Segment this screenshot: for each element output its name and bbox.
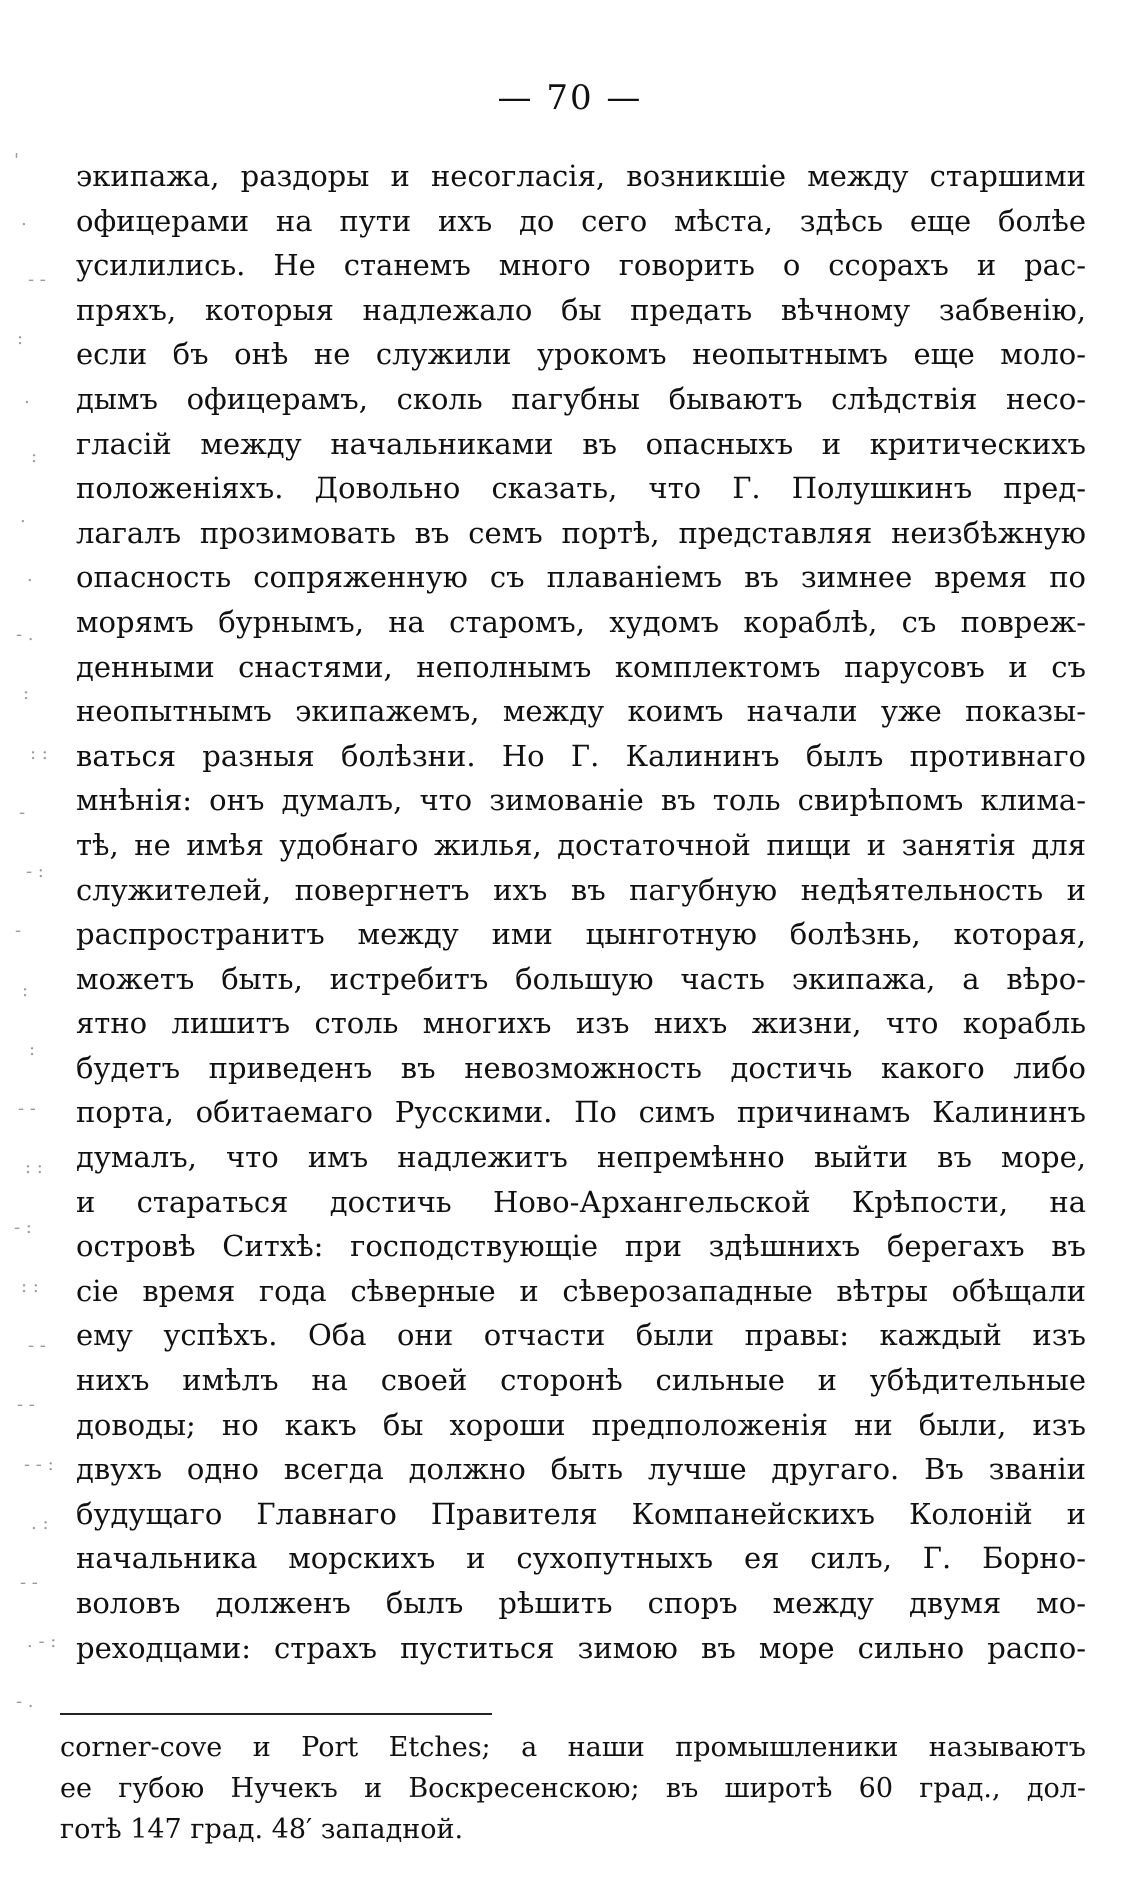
text-line: мнѣнія: онъ думалъ, что зимованіе въ толь свирѣпомъ клима- bbox=[76, 783, 1086, 818]
text-line: и стараться достичь Ново-Архангельской Крѣпости, на bbox=[76, 1184, 1086, 1219]
margin-speck: - - bbox=[28, 1335, 46, 1356]
margin-speck: - . bbox=[16, 1691, 34, 1712]
text-line: порта, обитаемаго Русскими. По симъ причинамъ Калининъ bbox=[76, 1095, 1086, 1130]
text-line: гласій между начальниками въ опасныхъ и критическихъ bbox=[76, 426, 1086, 461]
footnote-divider bbox=[60, 1713, 492, 1715]
text-line: усилились. Не станемъ много говорить о ссорахъ и рас- bbox=[76, 248, 1086, 283]
text-line: лагалъ прозимовать въ семъ портѣ, представляя неизбѣжную bbox=[76, 515, 1086, 550]
text-line: положеніяхъ. Довольно сказать, что Г. Полушкинъ пред- bbox=[76, 471, 1086, 506]
body-text bbox=[76, 154, 1086, 1670]
text-line: офицерами на пути ихъ до сего мѣста, здѣсь еще болѣе bbox=[76, 203, 1086, 238]
footnote-line: готѣ 147 град. 48′ западной. bbox=[60, 1814, 464, 1845]
text-line: денными снастями, неполнымъ комплектомъ парусовъ и съ bbox=[76, 649, 1086, 684]
text-line: воловъ долженъ былъ рѣшить споръ между двумя мо- bbox=[76, 1586, 1086, 1620]
margin-speck: - - bbox=[28, 269, 46, 290]
margin-speck: : bbox=[23, 683, 30, 704]
margin-speck: : bbox=[31, 446, 38, 467]
margin-speck: - - : bbox=[24, 1454, 54, 1475]
text-line: нихъ имѣлъ на своей сторонѣ сильные и убѣдительные bbox=[76, 1363, 1086, 1398]
text-line: доводы; но какъ бы хороши предположенія ни были, изъ bbox=[76, 1407, 1086, 1442]
text-line: тѣ, не имѣя удобнаго жилья, достаточной пищи и занятія для bbox=[76, 827, 1086, 862]
margin-speck: - - bbox=[17, 1394, 35, 1415]
margin-speck: : : bbox=[21, 1276, 39, 1297]
margin-speck: : bbox=[17, 328, 24, 349]
text-line: можетъ быть, истребитъ большую часть экипажа, а вѣро- bbox=[76, 961, 1086, 996]
footnote-line: corner-cove и Port Etches; а наши промышленики называютъ bbox=[60, 1732, 1086, 1763]
margin-speck: ' bbox=[14, 150, 19, 171]
margin-speck: - bbox=[19, 802, 26, 823]
text-line: дымъ офицерамъ, сколь пагубны бываютъ слѣдствія несо- bbox=[76, 381, 1086, 416]
text-line: неопытнымъ экипажемъ, между коимъ начали уже показы- bbox=[76, 694, 1086, 729]
margin-speck: : : bbox=[30, 743, 48, 764]
text-line: если бъ онѣ не служили урокомъ неопытнымъ еще моло- bbox=[76, 337, 1086, 372]
footnote bbox=[60, 1727, 1086, 1850]
margin-speck: : bbox=[22, 980, 29, 1001]
text-line: сіе время года сѣверные и сѣверозападные вѣтры обѣщали bbox=[76, 1273, 1086, 1308]
margin-speck: - : bbox=[14, 1217, 32, 1238]
text-line: будетъ приведенъ въ невозможность достичь какого либо bbox=[76, 1050, 1086, 1085]
text-line: служителей, повергнетъ ихъ въ пагубную недѣятельность и bbox=[76, 872, 1086, 907]
margin-speck: : bbox=[29, 1039, 36, 1060]
text-line: распространитъ между ими цынготную болѣзнь, которая, bbox=[76, 917, 1086, 952]
text-line: двухъ одно всегда должно быть лучше другаго. Въ званіи bbox=[76, 1452, 1086, 1487]
text-line: экипажа, раздоры и несогласія, возникшіе между старшими bbox=[76, 159, 1086, 193]
footnote-line: ее губою Нучекъ и Воскресенскою; въ широтѣ 60 град., дол- bbox=[60, 1773, 1086, 1804]
text-line: пряхъ, которыя надлежало бы предать вѣчному забвенію, bbox=[76, 292, 1086, 327]
text-line: ваться разныя болѣзни. Но Г. Калининъ былъ противнаго bbox=[76, 738, 1086, 773]
margin-speck: . bbox=[20, 506, 26, 527]
margin-marks bbox=[14, 150, 62, 1850]
margin-speck: - - bbox=[20, 1572, 38, 1593]
margin-speck: . - : bbox=[27, 1631, 57, 1652]
text-line: ятно лишитъ столь многихъ изъ нихъ жизни, что корабль bbox=[76, 1006, 1086, 1041]
margin-speck: . bbox=[21, 209, 27, 230]
margin-speck: - - bbox=[18, 1098, 36, 1119]
text-line: начальника морскихъ и сухопутныхъ ея силъ, Г. Борно- bbox=[76, 1541, 1086, 1576]
margin-speck: - bbox=[15, 920, 22, 941]
text-line: морямъ бурнымъ, на старомъ, худомъ кораблѣ, съ повреж- bbox=[76, 604, 1086, 639]
margin-speck: . bbox=[24, 387, 30, 408]
margin-speck: - : bbox=[26, 861, 44, 882]
margin-speck: . bbox=[27, 565, 33, 586]
margin-speck: - . bbox=[16, 624, 34, 645]
text-line: реходцами: страхъ пуститься зимою въ море сильно распо- bbox=[76, 1630, 1086, 1665]
text-line: островѣ Ситхѣ: господствующіе при здѣшнихъ берегахъ въ bbox=[76, 1229, 1086, 1264]
text-line: будущаго Главнаго Правителя Компанейскихъ Колоній и bbox=[76, 1496, 1086, 1531]
text-line: ему успѣхъ. Оба они отчасти были правы: каждый изъ bbox=[76, 1318, 1086, 1353]
margin-speck: . : bbox=[31, 1513, 49, 1534]
margin-speck: : : bbox=[25, 1157, 43, 1178]
text-line: думалъ, что имъ надлежитъ непремѣнно выйти въ море, bbox=[76, 1140, 1086, 1175]
text-line: опасность сопряженную съ плаваніемъ въ зимнее время по bbox=[76, 560, 1086, 595]
page-number: — 70 — bbox=[497, 78, 643, 118]
